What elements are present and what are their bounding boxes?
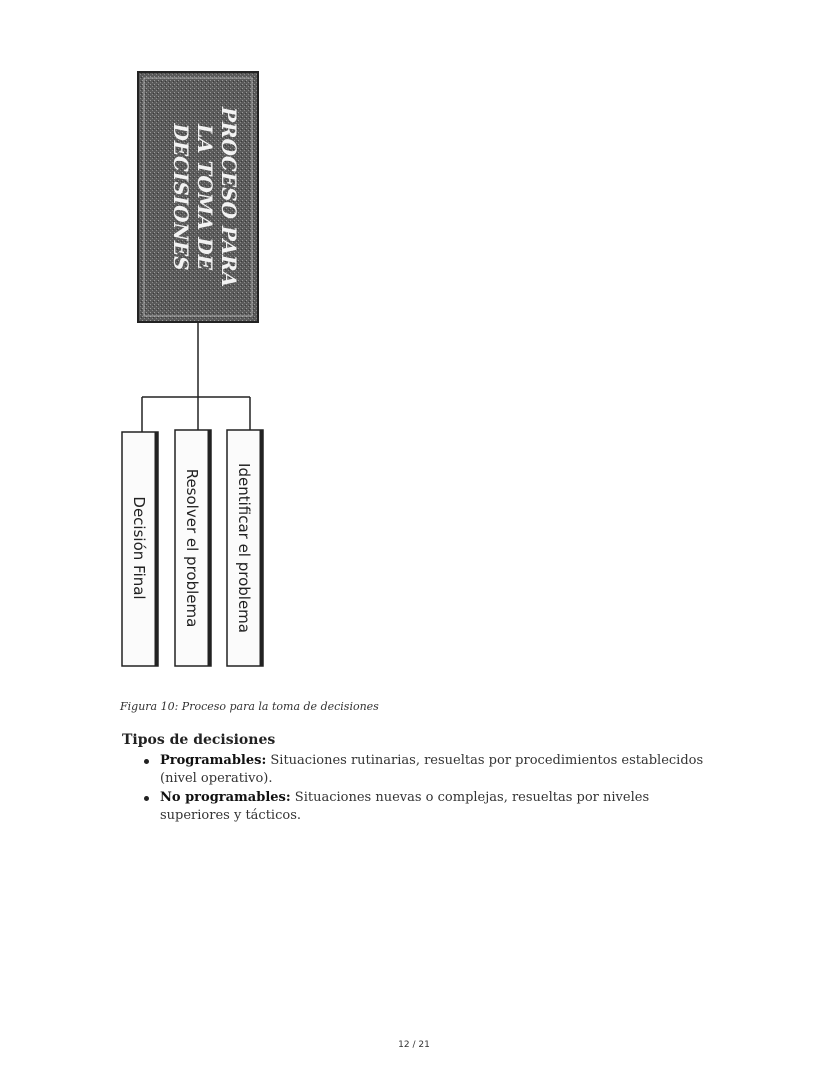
list-item-text: Situaciones rutinarias, resueltas por procedimientos establecidos (nivel operativo). — [160, 753, 704, 786]
decision-process-figure — [110, 60, 280, 680]
bullet-icon — [144, 796, 149, 801]
branch-label-decision-final: Decisión Final — [130, 496, 148, 600]
bullet-icon — [144, 759, 149, 764]
decision-process-diagram — [110, 60, 280, 680]
branch-label-resolver: Resolver el problema — [183, 468, 201, 628]
root-label-line-3: DECISIONES — [169, 123, 193, 271]
list-item-term: No programables: — [160, 790, 291, 805]
list-item-term: Programables: — [160, 753, 267, 768]
list-item — [140, 789, 710, 825]
figure-caption: Figura 10: Proceso para la toma de decisiones — [120, 700, 379, 713]
list-item — [140, 752, 710, 788]
list-item-text: Situaciones nuevas o complejas, resueltas por niveles superiores y tácticos. — [160, 790, 650, 823]
decision-types-list — [140, 752, 710, 826]
branch-label-identificar: Identificar el problema — [235, 463, 253, 633]
section-heading: Tipos de decisiones — [122, 732, 276, 748]
page-number: 12 / 21 — [398, 1040, 430, 1050]
root-label-line-2: LA TOMA DE — [193, 123, 217, 271]
root-label — [169, 106, 241, 287]
root-label-line-1: PROCESO PARA — [217, 106, 241, 288]
